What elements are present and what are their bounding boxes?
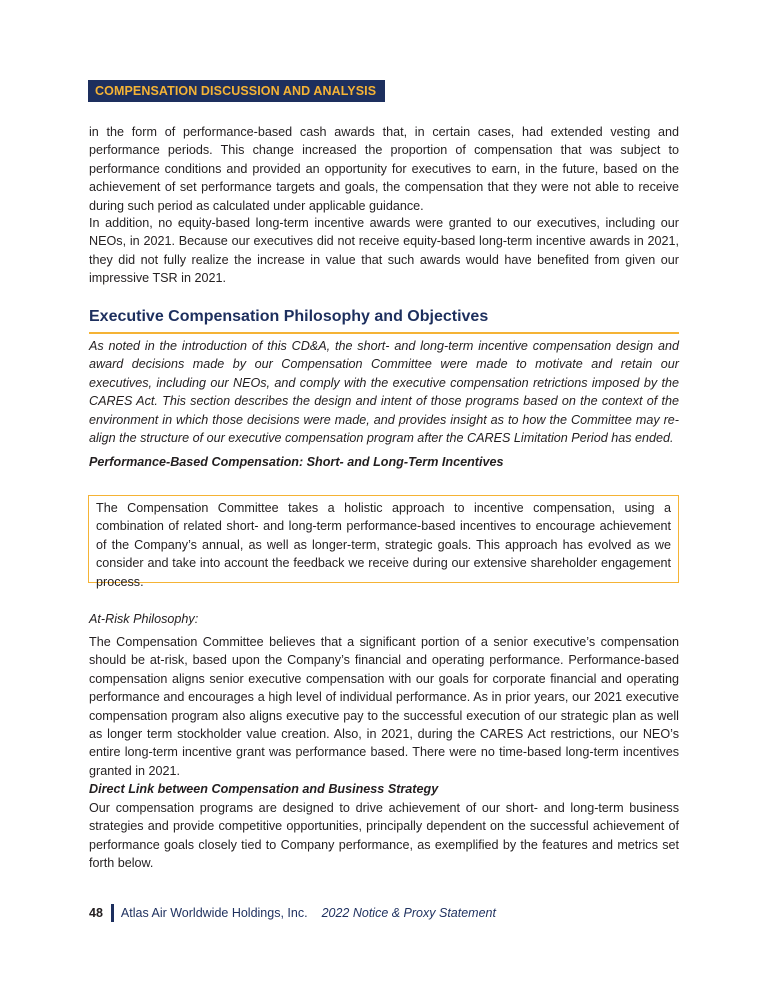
paragraph-performance-cash-awards: in the form of performance-based cash awards that, in certain cases, had extended vesting and performance periods. This change increased the proportion of compensation that was subject to performance conditions and provided an opportunity for executives to earn, in the future, based on the achievement of set performance targets and goals, the compensation that they were not able to receive during such period as calculated under applicable guidance.: [89, 125, 679, 213]
company-name: Atlas Air Worldwide Holdings, Inc.: [120, 906, 308, 920]
callout-text: The Compensation Committee takes a holistic approach to incentive compensation, using a combination of related short- and long-term performance-based incentives to encourage achievement of the Company’s annual, as well as longer-term, strategic goals. This approach has evolved as we consider and take into account the feedback we receive during our extensive shareholder engagement process.: [96, 501, 671, 589]
section-intro: As noted in the introduction of this CD&A, the short- and long-term incentive compensation design and award decisions made by our Compensation Committee were made to motivate and retain our executives, including our NEOs, and comply with the executive compensation retrictions imposed by the CARES Act. This section describes the design and intent of those programs based on the context of the environment in which those decisions were made, and provides insight as to how the Committee may re-align the structure of our executive compensation program after the CARES Limitation Period has ended.: [89, 339, 679, 446]
paragraph-no-equity-awards: In addition, no equity-based long-term incentive awards were granted to our executives, including our NEOs, in 2021. Because our executives did not receive equity-based long-term incentive awards in 2021, they did not fully realize the increase in value that such awards would have benefited from given our impressive TSR in 2021.: [89, 216, 679, 286]
document-title: 2022 Notice & Proxy Statement: [321, 906, 496, 920]
at-risk-label: At-Risk Philosophy:: [89, 612, 199, 626]
callout-box: [88, 495, 679, 589]
section-heading: Executive Compensation Philosophy and Objectives: [89, 306, 679, 334]
paragraph-at-risk: The Compensation Committee believes that a significant portion of a senior executive’s compensation should be at-risk, based upon the Company’s financial and operating performance. Performance-based compensation aligns senior executive compensation with our goals for corporate financial and operating performance and encourages a high level of individual performance. As in prior years, our 2021 executive compensation program also aligns executive pay to the successful execution of our strategic plan as well as longer term stockholder value creation. Also, in 2021, during the CARES Act restrictions, our NEO’s entire long-term incentive grant was performance based. There were no time-based long-term incentives granted in 2021.: [89, 635, 679, 778]
section-banner: COMPENSATION DISCUSSION AND ANALYSIS: [88, 80, 385, 102]
subheading-direct-link: Direct Link between Compensation and Business Strategy: [89, 782, 439, 796]
paragraph-direct-link: Our compensation programs are designed to drive achievement of our short- and long-term business strategies and provide competitive opportunities, principally dependent on the successful achievement of performance goals closely tied to Company performance, as exemplified by the features and metrics set forth below.: [89, 801, 679, 871]
page-number: 48: [89, 906, 103, 920]
subheading-performance-based-compensation: Performance-Based Compensation: Short- and Long-Term Incentives: [89, 455, 504, 469]
footer-divider: [111, 904, 114, 922]
page-footer: [89, 904, 496, 922]
